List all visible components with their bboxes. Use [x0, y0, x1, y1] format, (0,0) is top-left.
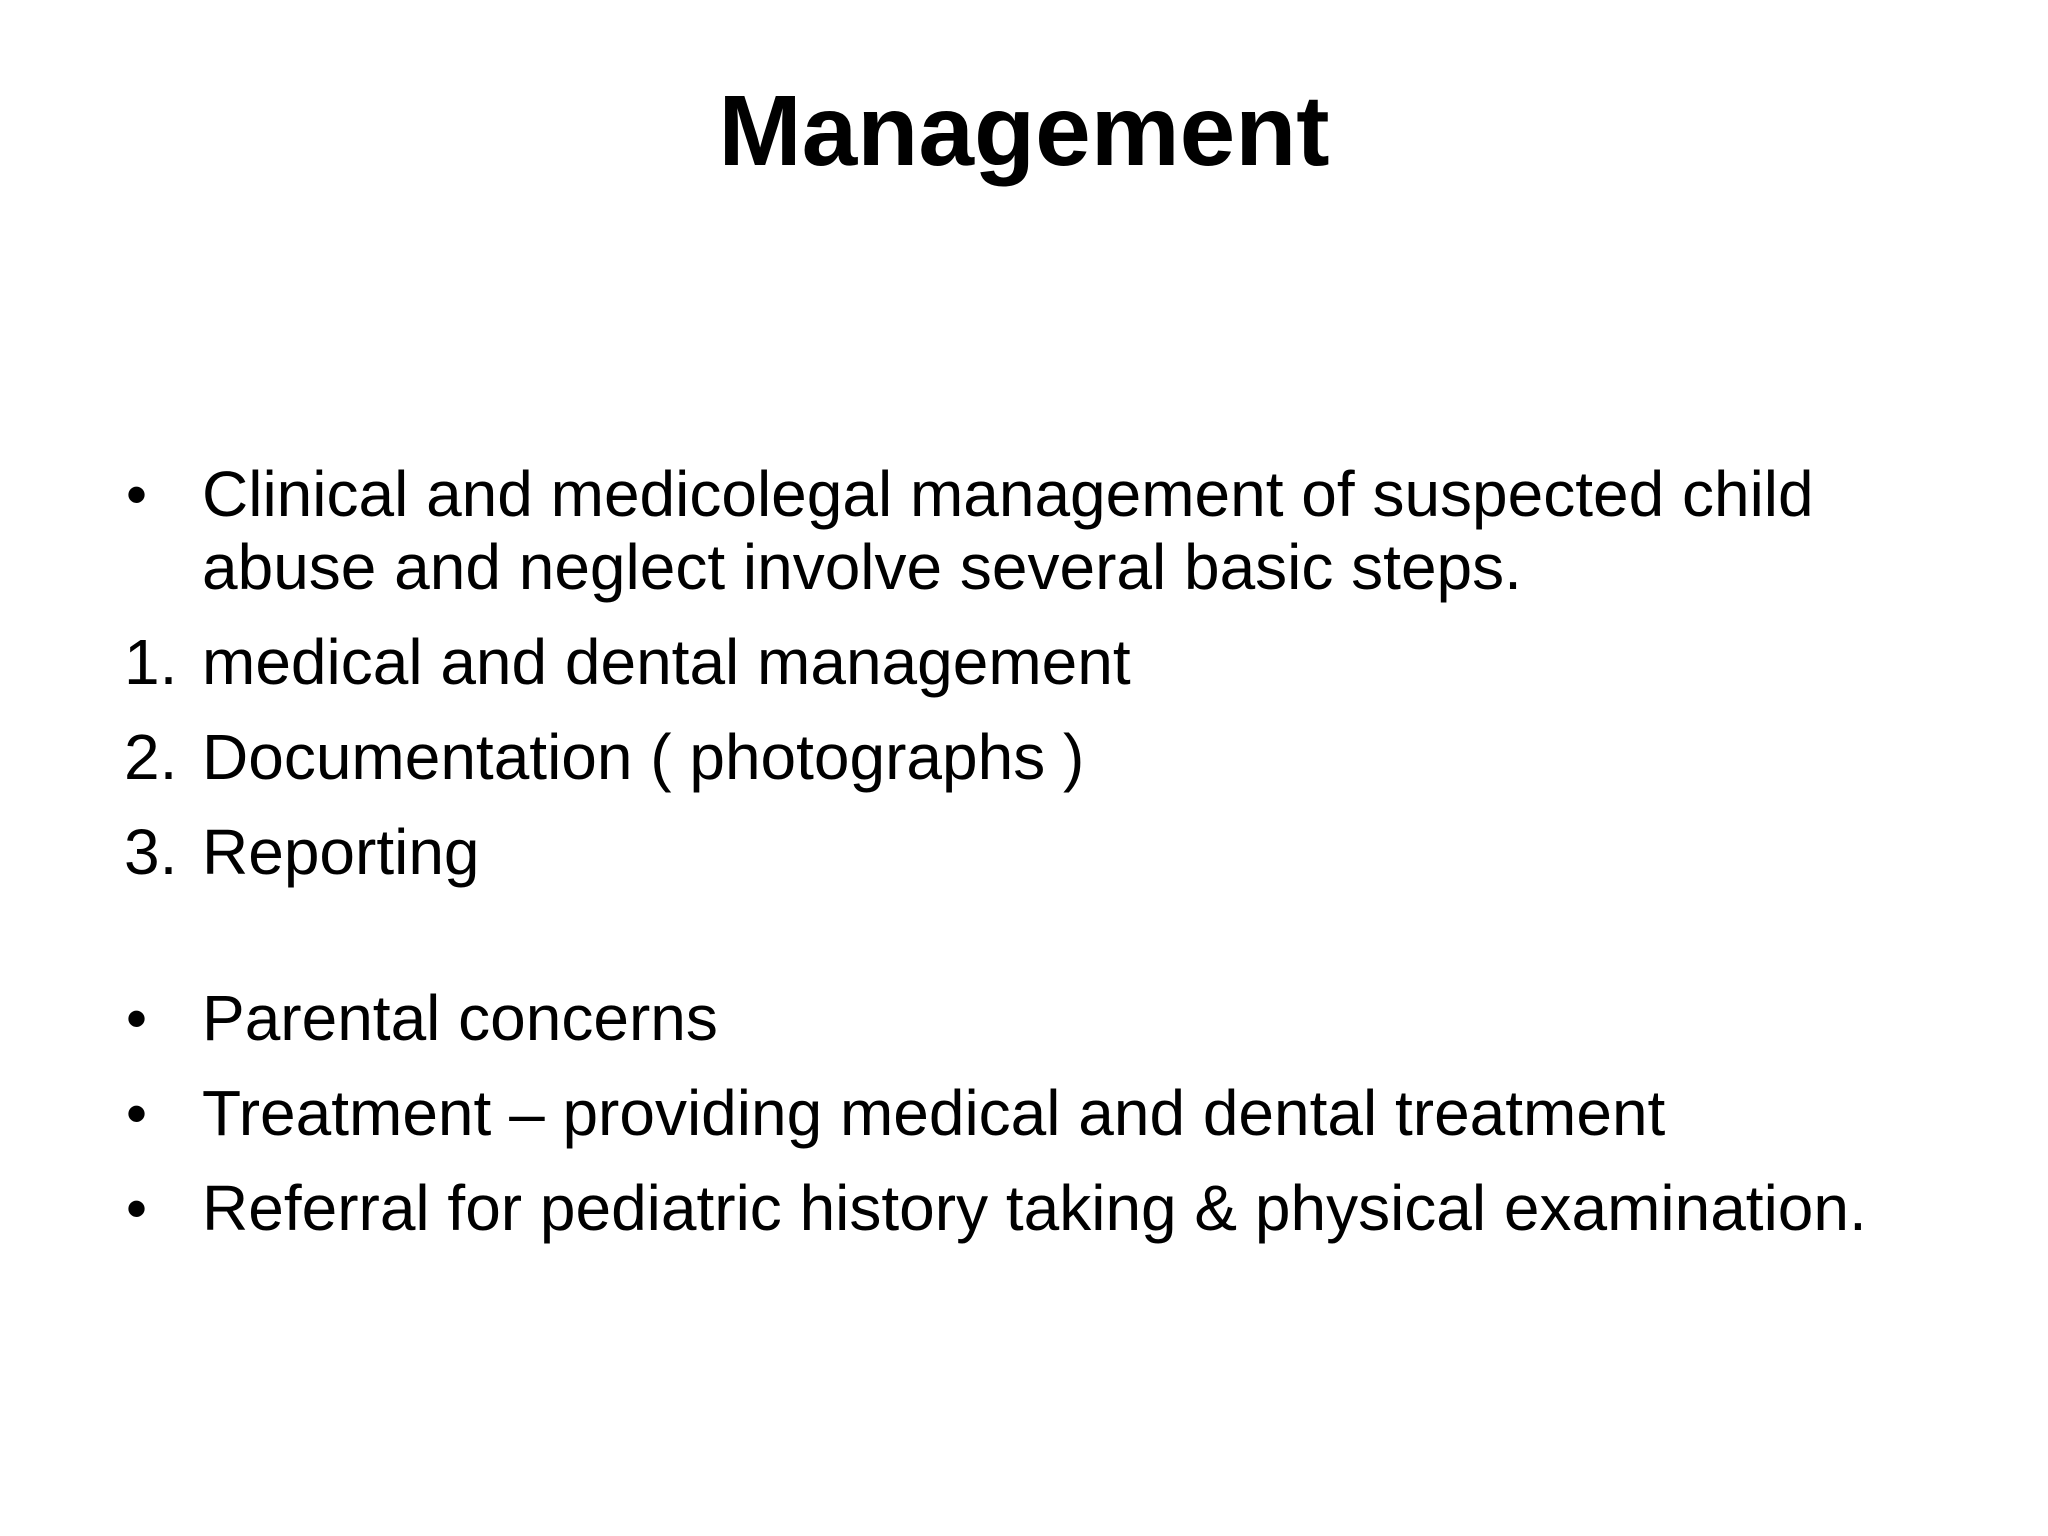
bullet-marker: • [126, 985, 148, 1052]
list-item [124, 626, 1924, 699]
list-item-text: Clinical and medicolegal management of suspected child abuse and neglect involve several basic steps. [202, 458, 1814, 603]
bullet-marker: • [126, 1175, 148, 1242]
list-item-text: medical and dental management [202, 626, 1131, 698]
list-item-text: Reporting [202, 816, 480, 888]
number-marker: 3. [124, 816, 178, 888]
number-marker: 2. [124, 721, 178, 793]
bullet-marker: • [126, 461, 148, 528]
list-item [124, 458, 1924, 604]
list-item [124, 721, 1924, 794]
list-item [124, 816, 1924, 889]
list-item-text: Documentation ( photographs ) [202, 721, 1085, 793]
list-item-text: Treatment – providing medical and dental treatment [202, 1077, 1666, 1149]
list-item [124, 1077, 1924, 1150]
slide-title: Management [718, 75, 1330, 187]
list-item-text: Parental concerns [202, 982, 718, 1054]
list-item [124, 982, 1924, 1055]
bullet-marker: • [126, 1080, 148, 1147]
number-marker: 1. [124, 626, 178, 698]
list-item-text: Referral for pediatric history taking & physical examination. [202, 1172, 1867, 1244]
list-item [124, 1172, 1924, 1245]
slide-body [124, 458, 1924, 1267]
